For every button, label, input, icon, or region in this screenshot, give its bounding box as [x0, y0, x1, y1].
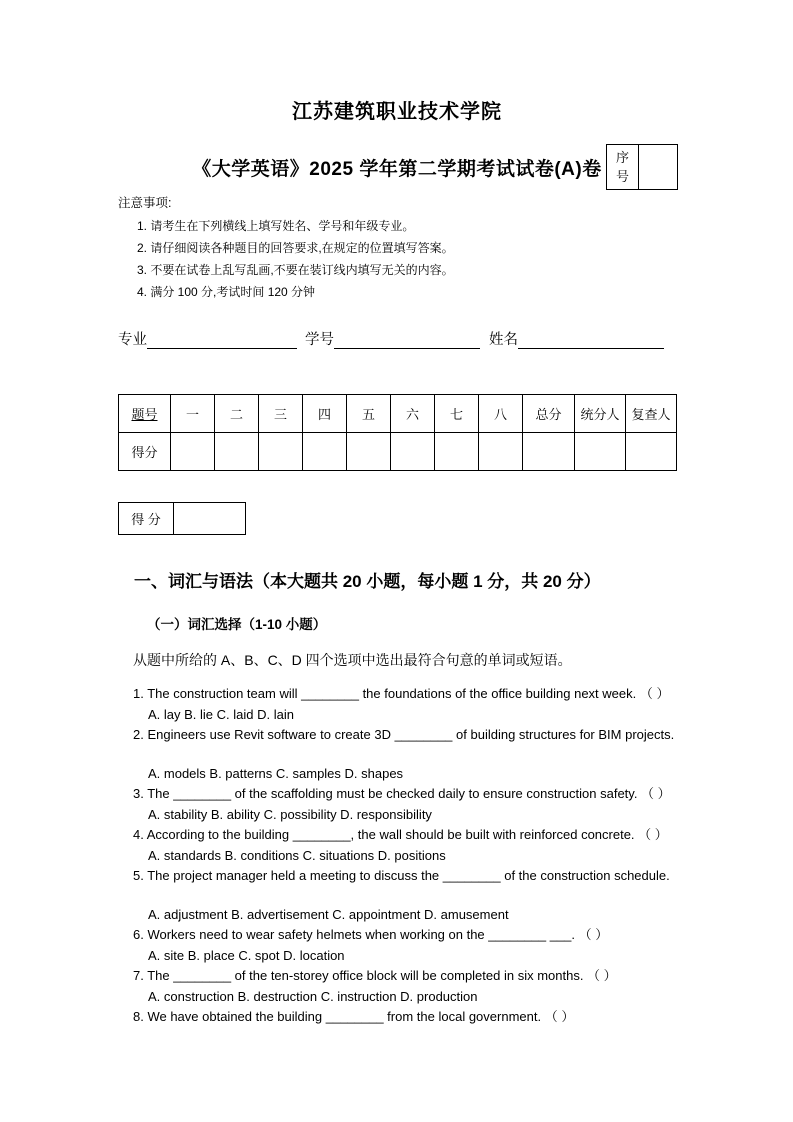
score-row-label: 得分 [119, 433, 171, 471]
exam-title-row [118, 150, 676, 184]
question-4 [133, 825, 676, 866]
score-cell-2[interactable] [215, 433, 259, 471]
question-7 [133, 966, 676, 1007]
question-6 [133, 925, 676, 966]
score-header-6: 六 [391, 395, 435, 433]
question-stem: 3. The ________ of the scaffolding must be checked daily to ensure construction safety. （ ） [133, 786, 671, 801]
score-box [118, 502, 246, 535]
question-options: A. adjustment B. advertisement C. appointment D. amusement [148, 906, 509, 922]
question-options: A. stability B. ability C. possibility D. responsibility [148, 806, 432, 822]
score-cell-6[interactable] [391, 433, 435, 471]
score-table-header-row [119, 395, 677, 433]
question-stem: 2. Engineers use Revit software to create 3D ________ of building structures for BIM projects. [133, 727, 675, 742]
serial-number-box [606, 144, 678, 190]
score-cell-3[interactable] [259, 433, 303, 471]
score-cell-1[interactable] [171, 433, 215, 471]
score-box-label: 得 分 [119, 503, 174, 535]
name-blank[interactable] [518, 332, 664, 349]
question-stem: 6. Workers need to wear safety helmets when working on the ________ ___. （ ） [133, 927, 609, 942]
score-header-total: 总分 [523, 395, 575, 433]
score-summary-table [118, 394, 677, 471]
instruction-text: 从题中所给的 A、B、C、D 四个选项中选出最符合句意的单词或短语。 [133, 652, 572, 668]
note-item-1: 1. 请考生在下列横线上填写姓名、学号和年级专业。 [137, 219, 415, 233]
score-box-field[interactable] [174, 503, 246, 535]
question-1 [133, 684, 676, 725]
score-cell-tallier[interactable] [575, 433, 626, 471]
question-stem: 5. The project manager held a meeting to discuss the ________ of the construction schedule. [133, 868, 670, 883]
serial-number-label-text: 序号 [615, 150, 629, 184]
section-title: 一、词汇与语法（本大题共 20 小题，每小题 1 分，共 20 分） [134, 572, 601, 591]
questions-list [133, 684, 676, 1028]
notes-title: 注意事项: [118, 196, 172, 210]
score-cell-reviewer[interactable] [626, 433, 677, 471]
question-8 [133, 1007, 676, 1028]
question-2 [133, 725, 676, 784]
question-options: A. standards B. conditions C. situations D. positions [148, 847, 446, 863]
question-stem: 8. We have obtained the building ________ from the local government. （ ） [133, 1009, 575, 1024]
school-name: 江苏建筑职业技术学院 [292, 101, 502, 123]
major-blank[interactable] [147, 332, 297, 349]
score-cell-4[interactable] [303, 433, 347, 471]
score-header-8: 八 [479, 395, 523, 433]
notes-section [118, 195, 676, 299]
score-header-2: 二 [215, 395, 259, 433]
question-5 [133, 866, 676, 925]
score-header-3: 三 [259, 395, 303, 433]
score-header-5: 五 [347, 395, 391, 433]
score-header-tallier: 统分人 [575, 395, 626, 433]
score-cell-7[interactable] [435, 433, 479, 471]
question-options: A. construction B. destruction C. instruction D. production [148, 988, 478, 1004]
serial-number-field[interactable] [639, 145, 677, 189]
note-item-2: 2. 请仔细阅读各种题目的回答要求,在规定的位置填写答案。 [137, 241, 454, 255]
question-options: A. lay B. lie C. laid D. lain [148, 706, 294, 722]
score-cell-8[interactable] [479, 433, 523, 471]
name-label: 姓名 [489, 332, 518, 348]
score-header-4: 四 [303, 395, 347, 433]
score-header-7: 七 [435, 395, 479, 433]
score-table-score-row [119, 433, 677, 471]
score-cell-total[interactable] [523, 433, 575, 471]
student-id-label: 学号 [305, 332, 334, 348]
student-id-blank[interactable] [334, 332, 480, 349]
note-item-4: 4. 满分 100 分,考试时间 120 分钟 [137, 285, 316, 299]
major-label: 专业 [118, 332, 147, 348]
question-stem: 4. According to the building ________, the wall should be built with reinforced concrete. （ ） [133, 827, 668, 842]
student-info-line [118, 331, 676, 349]
score-header-reviewer: 复查人 [626, 395, 677, 433]
question-options: A. site B. place C. spot D. location [148, 947, 345, 963]
score-header-1: 一 [171, 395, 215, 433]
question-options: A. models B. patterns C. samples D. shapes [148, 765, 404, 781]
score-header-question-number: 题号 [119, 395, 171, 433]
question-stem: 1. The construction team will ________ the foundations of the office building next week. （ ） [133, 686, 670, 701]
note-item-3: 3. 不要在试卷上乱写乱画,不要在装订线内填写无关的内容。 [137, 263, 454, 277]
score-cell-5[interactable] [347, 433, 391, 471]
exam-title: 《大学英语》2025 学年第二学期考试试卷(A)卷 [192, 159, 602, 180]
question-3 [133, 784, 676, 825]
subsection-title: （一）词汇选择（1-10 小题） [147, 617, 327, 632]
question-stem: 7. The ________ of the ten-storey office block will be completed in six months. （ ） [133, 968, 617, 983]
serial-number-label [607, 145, 639, 189]
